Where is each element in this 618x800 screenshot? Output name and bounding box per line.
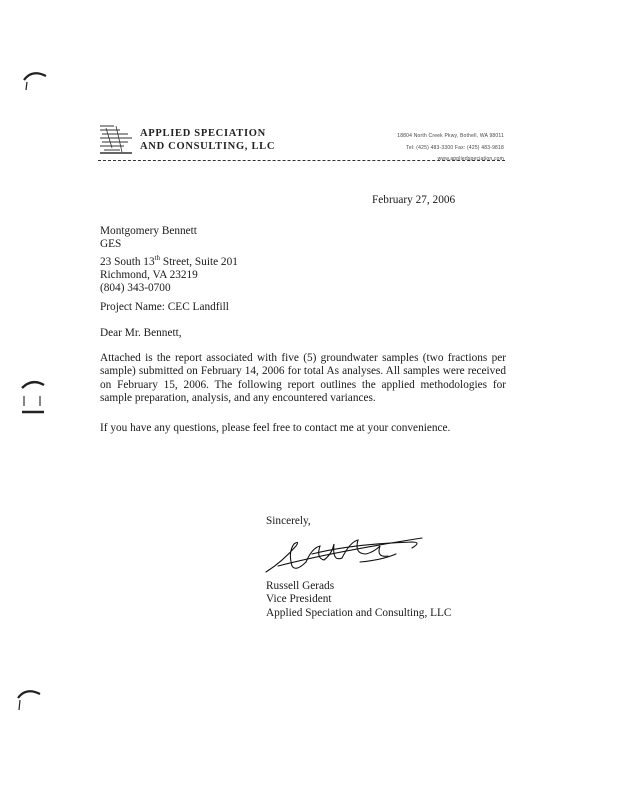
recipient-street-number: 23 South 13 xyxy=(100,255,155,268)
recipient-city: Richmond, VA 23219 xyxy=(100,268,198,281)
punch-hole-mark-bottom xyxy=(14,684,44,712)
body-paragraph: Attached is the report associated with five (5) groundwater samples (two fractions per sample) submitted on February 14, 2006 for total As analyses. All samples were received on February 15, 2006. The following report outlines the applied methodologies for sample preparation, analysis, and any encountered variances. xyxy=(100,352,506,405)
signer-company: Applied Speciation and Consulting, LLC xyxy=(266,606,452,619)
address-line: Tel: (425) 483-3300 Fax: (425) 483-9818 xyxy=(406,144,504,151)
recipient-company: GES xyxy=(100,238,122,251)
signer-block xyxy=(266,580,451,620)
closing-paragraph: If you have any questions, please feel free to contact me at your convenience. xyxy=(100,422,451,434)
address-line: www.appliedspeciation.com xyxy=(437,156,504,162)
letter-date: February 27, 2006 xyxy=(372,194,456,206)
ordinal-suffix: th xyxy=(154,253,161,262)
recipient-address-block xyxy=(100,225,238,296)
company-name-line1: APPLIED SPECIATION xyxy=(140,128,266,139)
sign-off: Sincerely, xyxy=(266,515,311,527)
signer-name: Russell Gerads xyxy=(266,580,335,592)
recipient-street xyxy=(100,252,238,269)
letterhead-divider xyxy=(98,160,505,161)
company-name xyxy=(140,127,275,153)
recipient-name: Montgomery Bennett xyxy=(100,225,197,237)
company-logo xyxy=(98,122,134,156)
project-name: Project Name: CEC Landfill xyxy=(100,301,229,313)
handwritten-signature xyxy=(262,532,432,578)
punch-hole-mark-top xyxy=(20,66,50,92)
company-name-line2: AND CONSULTING, LLC xyxy=(140,141,276,152)
recipient-phone: (804) 343-0700 xyxy=(100,282,171,295)
recipient-street-rest: Street, Suite 201 xyxy=(160,255,238,268)
address-line: 18804 North Creek Pkwy, Bothell, WA 98011 xyxy=(397,133,504,139)
salutation: Dear Mr. Bennett, xyxy=(100,327,182,339)
punch-hole-mark-middle xyxy=(16,376,48,418)
signer-title: Vice President xyxy=(266,593,332,606)
